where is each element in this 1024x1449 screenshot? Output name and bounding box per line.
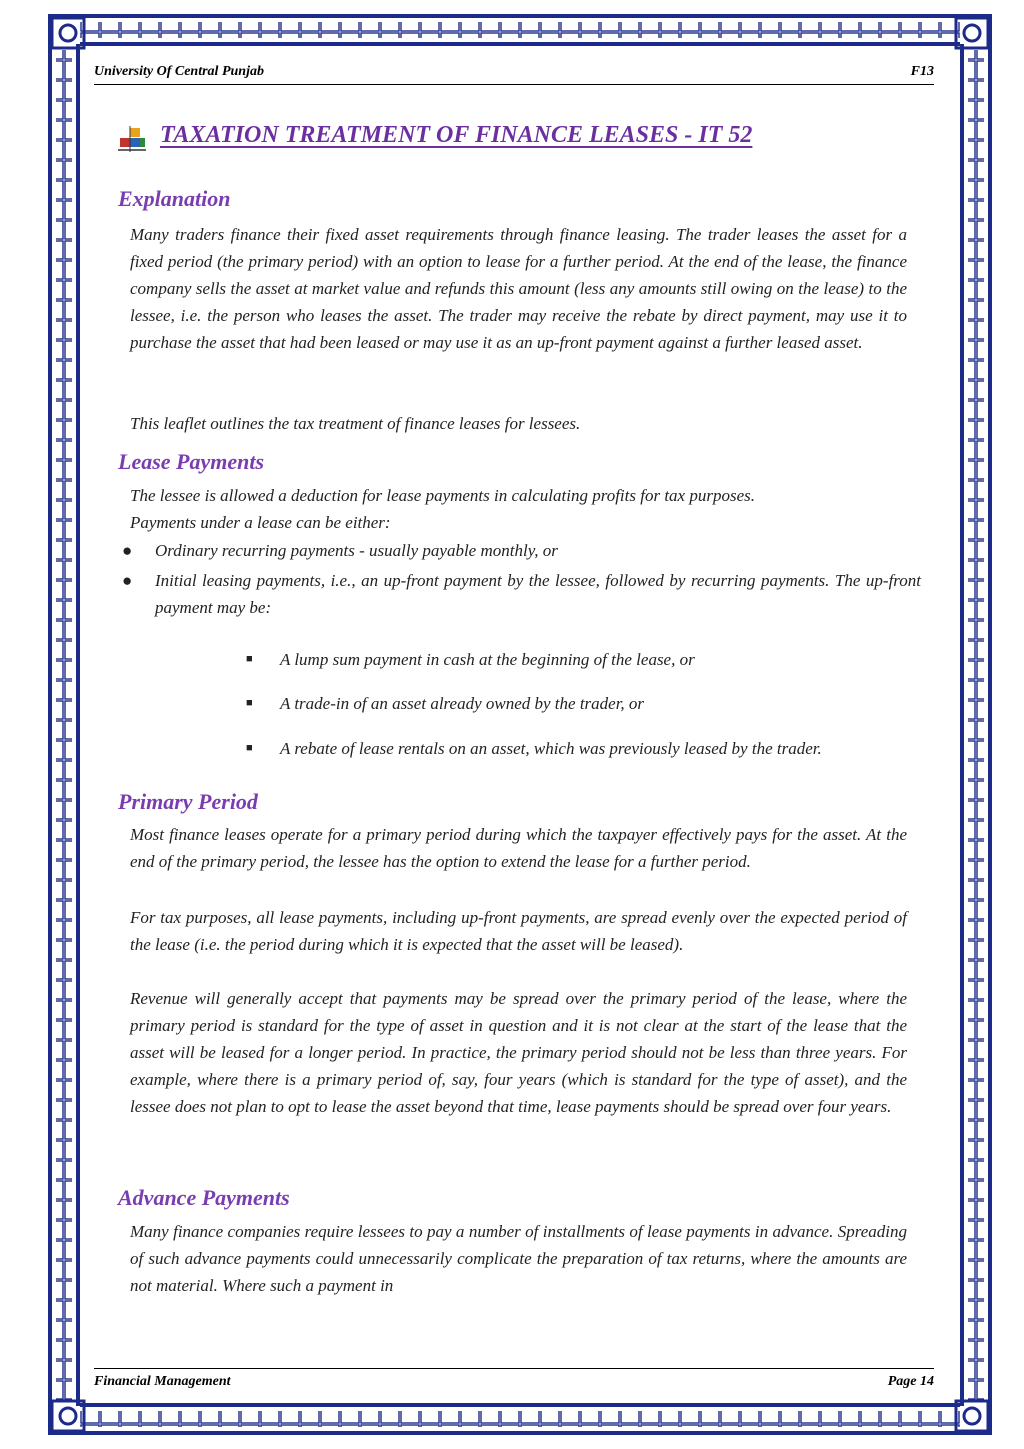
- footer-page-number: Page 14: [887, 1374, 934, 1389]
- lease-payments-paragraph-2: Payments under a lease can be either:: [130, 513, 391, 532]
- square-bullet-icon: ■: [246, 697, 253, 709]
- primary-period-paragraph-1: Most finance leases operate for a primary period during which the taxpayer effectively pays for the asset. At the end of the primary period, the lessee has the option to extend the lease for a further period.: [130, 825, 907, 871]
- primary-period-paragraph-3: Revenue will generally accept that payments may be spread over the primary period of the lease, where the primary period is standard for the type of asset in question and it is not clear at the start of the lease that the asset will be leased for a longer period. In practice, the primary period should not be less than three years. For example, where there is a primary period of, say, four years (which is standard for the type of asset), and the lessee does not plan to opt to lease the asset beyond that time, lease payments should be spread over four years.: [130, 989, 907, 1116]
- bullet-dot-icon: ●: [122, 541, 133, 560]
- section-heading-lease-payments: Lease Payments: [118, 449, 265, 474]
- footer-course: Financial Management: [94, 1374, 231, 1389]
- header-code: F13: [910, 64, 934, 79]
- explanation-paragraph-1: Many traders finance their fixed asset requirements through finance leasing. The trader leases the asset for a fixed period (the primary period) with an option to lease for a further period. At the end of the lease, the finance company sells the asset at market value and refunds this amount (less any amounts still owing on the lease) to the lessee, i.e. the person who leases the asset. The trader may receive the rebate by direct payment, may use it to purchase the asset that had been leased or may use it as an up-front payment against a further leased asset.: [130, 225, 907, 352]
- section-heading-primary-period: Primary Period: [118, 789, 258, 814]
- square-bullet-icon: ■: [246, 653, 253, 665]
- sub-bullet-text: A trade-in of an asset already owned by the trader, or: [280, 694, 645, 713]
- page-header: [94, 62, 934, 85]
- explanation-paragraph-2: This leaflet outlines the tax treatment of finance leases for lessees.: [130, 414, 581, 433]
- lease-payments-paragraph-1: The lessee is allowed a deduction for lease payments in calculating profits for tax purposes.: [130, 486, 755, 505]
- page-footer: [94, 1368, 934, 1393]
- sub-bullet-text: A rebate of lease rentals on an asset, which was previously leased by the trader.: [280, 739, 822, 758]
- primary-period-paragraph-2: For tax purposes, all lease payments, including up-front payments, are spread evenly over the expected period of the lease (i.e. the period during which it is expected that the asset will be leased).: [130, 908, 907, 954]
- colored-squares-bullet-icon: [118, 126, 146, 152]
- square-bullet-icon: ■: [246, 742, 253, 754]
- section-heading-explanation: Explanation: [118, 186, 231, 211]
- page-title: TAXATION TREATMENT OF FINANCE LEASES - IT 52: [160, 122, 753, 148]
- advance-payments-paragraph-1: Many finance companies require lessees to pay a number of installments of lease payments in advance. Spreading of such advance payments could unnecessarily complicate the preparation of tax returns, where the amounts are not material. Where such a payment in: [130, 1222, 907, 1295]
- bullet-text: Ordinary recurring payments - usually payable monthly, or: [155, 541, 558, 560]
- sub-bullet-text: A lump sum payment in cash at the beginning of the lease, or: [280, 650, 695, 669]
- bullet-text: Initial leasing payments, i.e., an up-front payment by the lessee, followed by recurring payments. The up-front payment may be:: [155, 571, 921, 617]
- section-heading-advance-payments: Advance Payments: [118, 1185, 290, 1210]
- bullet-dot-icon: ●: [122, 571, 133, 590]
- header-institution: University Of Central Punjab: [94, 64, 264, 79]
